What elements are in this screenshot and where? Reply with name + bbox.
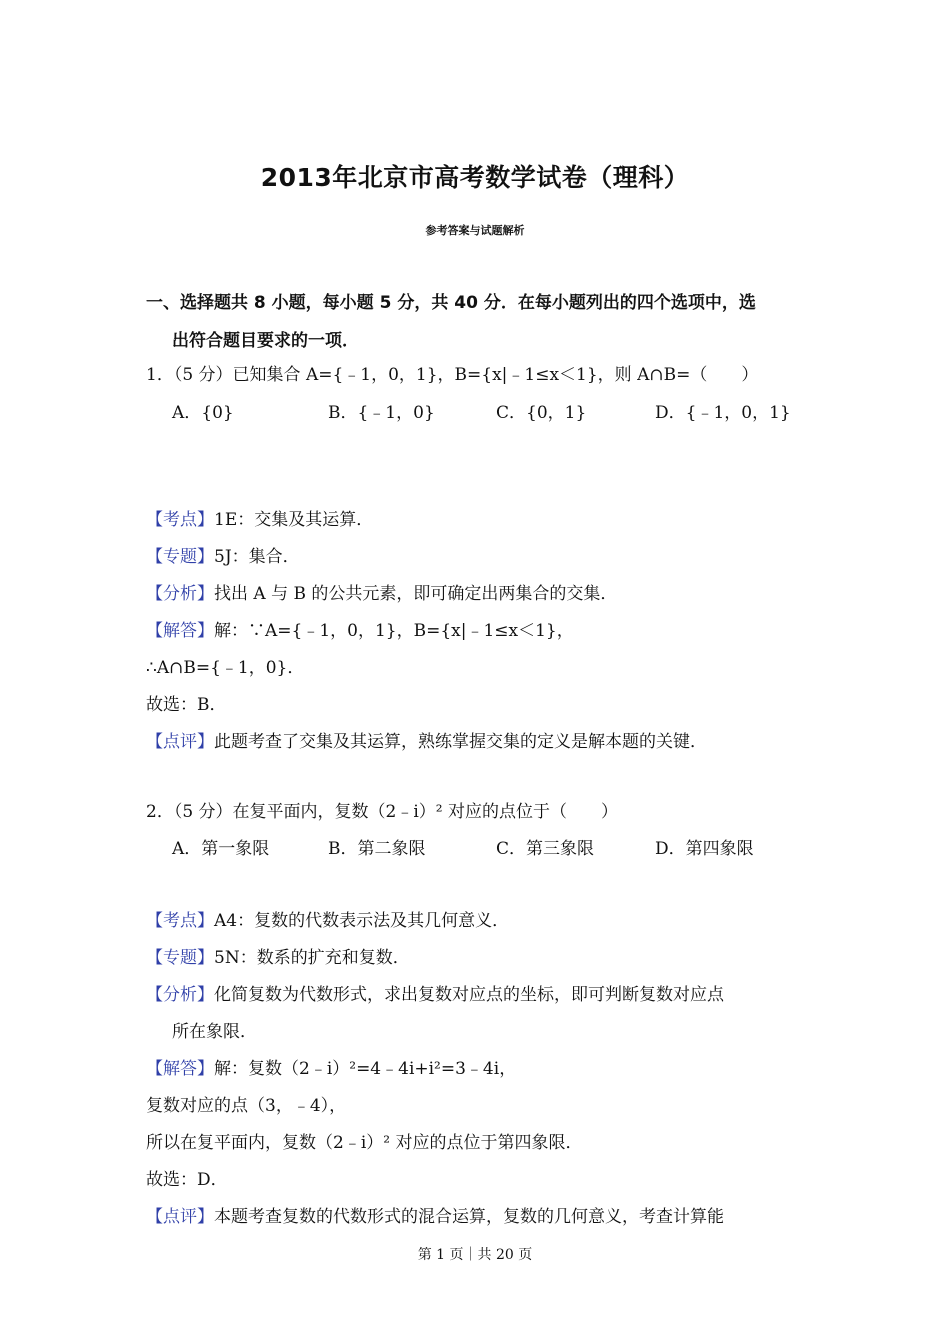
q1-kaodian-text: 1E：交集及其运算．: [214, 510, 374, 530]
q1-jieda-tag: 【解答】: [146, 621, 214, 641]
q2-stem: 2．（5 分）在复平面内，复数（2﹣i）² 对应的点位于（ ）: [146, 802, 619, 822]
q2-fenxi-text: 化简复数为代数形式，求出复数对应点的坐标，即可判断复数对应点: [214, 985, 724, 1005]
page-title: 2013年北京市高考数学试卷（理科）: [260, 163, 690, 192]
section-heading-line2: 出符合题目要求的一项．: [172, 331, 359, 351]
q2-jieda-tag: 【解答】: [146, 1059, 214, 1079]
q2-zhuanti-tag: 【专题】: [146, 948, 214, 968]
q1-option-d: D．{﹣1，0，1}: [655, 403, 791, 423]
page-footer: 第 1 页｜共 20 页: [417, 1247, 533, 1263]
q1-option-a: A．{0}: [172, 403, 234, 423]
q1-zhuanti-tag: 【专题】: [146, 547, 214, 567]
q2-fenxi-tag: 【分析】: [146, 985, 214, 1005]
q2-option-b: B．第二象限: [328, 839, 426, 859]
q1-jieda-text: 解：∵A={﹣1，0，1}，B={x|﹣1≤x＜1}，: [214, 621, 574, 641]
q2-dianping: [146, 1202, 724, 1227]
q1-stem: 1．（5 分）已知集合 A={﹣1，0，1}，B={x|﹣1≤x＜1}，则 A∩B=（ ）: [146, 365, 759, 385]
q1-jieda: [146, 616, 574, 641]
section-heading-line1: 一、选择题共 8 小题，每小题 5 分，共 40 分．在每小题列出的四个选项中，选: [146, 293, 756, 313]
q2-dianping-tag: 【点评】: [146, 1207, 214, 1227]
q2-zhuanti-text: 5N：数系的扩充和复数．: [214, 948, 410, 968]
q2-jieda-text: 解：复数（2﹣i）²=4﹣4i+i²=3﹣4i，: [214, 1059, 517, 1079]
q2-answer: 故选：D．: [146, 1170, 228, 1190]
q2-kaodian: [146, 906, 509, 931]
q1-zhuanti: [146, 542, 300, 567]
q1-fenxi: [146, 579, 617, 604]
q2-kaodian-text: A4：复数的代数表示法及其几何意义．: [214, 911, 510, 931]
q1-dianping: [146, 727, 707, 752]
q1-option-b: B．{﹣1，0}: [328, 403, 435, 423]
page-subtitle: 参考答案与试题解析: [425, 224, 525, 237]
q2-dianping-text: 本题考查复数的代数形式的混合运算，复数的几何意义，考查计算能: [214, 1207, 724, 1227]
q1-answer: 故选：B．: [146, 695, 227, 715]
q2-option-d: D．第四象限: [655, 839, 754, 859]
q1-dianping-tag: 【点评】: [146, 732, 214, 752]
q1-fenxi-tag: 【分析】: [146, 584, 214, 604]
q2-step1: 复数对应的点（3，﹣4），: [146, 1096, 347, 1116]
q1-kaodian: [146, 505, 373, 530]
q2-fenxi: [146, 980, 724, 1005]
q2-kaodian-tag: 【考点】: [146, 911, 214, 931]
q1-kaodian-tag: 【考点】: [146, 510, 214, 530]
q1-dianping-text: 此题考查了交集及其运算，熟练掌握交集的定义是解本题的关键．: [214, 732, 707, 752]
q2-option-c: C．第三象限: [496, 839, 595, 859]
q2-step2: 所以在复平面内，复数（2﹣i）² 对应的点位于第四象限．: [146, 1133, 583, 1153]
q1-fenxi-text: 找出 A 与 B 的公共元素，即可确定出两集合的交集．: [214, 584, 618, 604]
q1-zhuanti-text: 5J：集合．: [214, 547, 300, 567]
q1-option-c: C．{0，1}: [496, 403, 587, 423]
q1-step1: ∴A∩B={﹣1，0}．: [146, 658, 305, 678]
q2-fenxi-continued: 所在象限．: [172, 1022, 257, 1042]
section-heading: [146, 284, 816, 360]
q2-option-a: A．第一象限: [172, 839, 270, 859]
q2-zhuanti: [146, 943, 410, 968]
q2-jieda: [146, 1054, 516, 1079]
